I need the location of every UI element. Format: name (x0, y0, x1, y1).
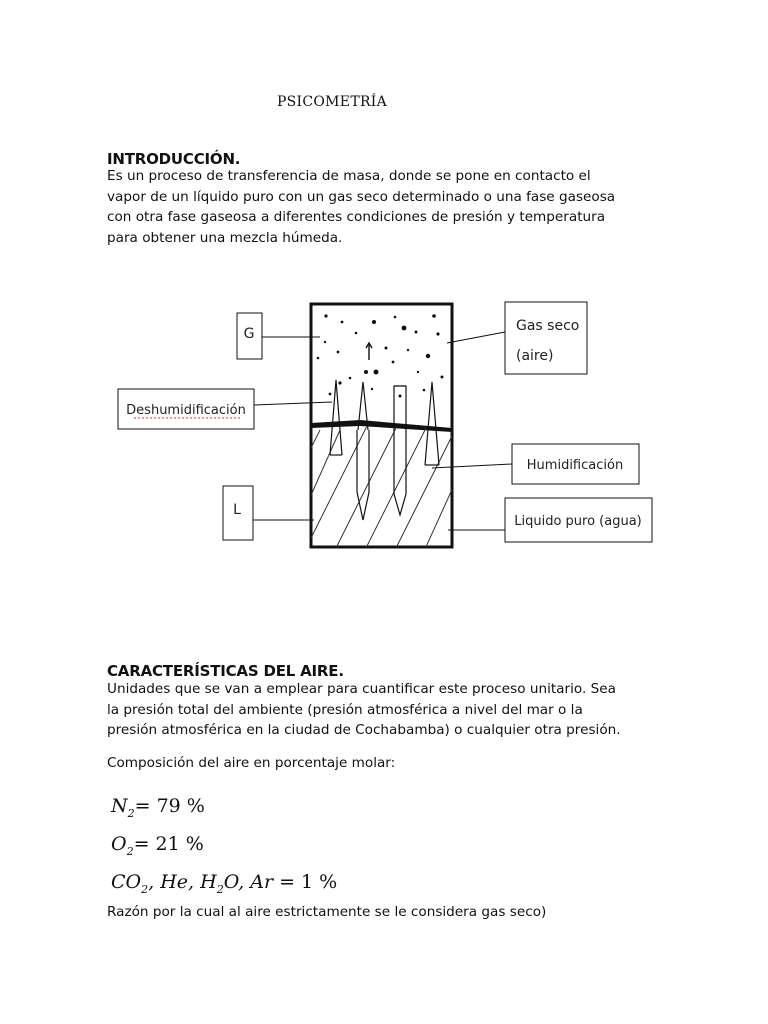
label-liquido: Liquido puro (agua) (514, 514, 642, 529)
razon-text (107, 902, 667, 923)
intro-line: vapor de un líquido puro con un gas seco determinado o una fase gaseosa (107, 188, 616, 205)
composicion-line: Composición del aire en porcentaje molar: (107, 755, 396, 771)
h2o-subscript: 2 (216, 882, 224, 896)
co2-symbol: CO (111, 870, 142, 893)
others-value: = 1 % (273, 870, 338, 893)
o2-subscript: 2 (126, 844, 134, 858)
formula-n2 (111, 791, 337, 829)
intro-line: con otra fase gaseosa a diferentes condiciones de presión y temperatura (107, 209, 606, 225)
caracteristicas-line: Unidades que se van a emplear para cuantificar este proceso unitario. Sea (107, 681, 616, 697)
liquid-hatching (300, 420, 470, 560)
h2o-h-symbol: H (200, 870, 217, 893)
page-title: PSICOMETRÍA (276, 94, 388, 110)
label-humidificacion: Humidificación (526, 458, 624, 473)
co2-subscript: 2 (141, 882, 149, 896)
intro-heading: INTRODUCCIÓN. (107, 150, 241, 168)
small-arrow (366, 343, 372, 360)
razon-line: Razón por la cual al aire estrictamente se le considera gas seco) (107, 904, 547, 920)
n2-value: = 79 % (134, 795, 205, 817)
o2-symbol: O (111, 832, 127, 855)
leader-lines (253, 332, 512, 530)
label-l: L (233, 502, 241, 518)
label-gas-seco: Gas seco (516, 318, 580, 334)
label-g: G (243, 326, 255, 342)
n2-symbol: N (111, 795, 128, 817)
he-symbol: , He, (148, 870, 201, 893)
label-aire: (aire) (516, 348, 554, 364)
formula-others (111, 867, 337, 905)
air-composition-formulas (111, 791, 337, 904)
caracteristicas-paragraph (107, 679, 667, 741)
caracteristicas-line: la presión total del ambiente (presión atmosférica a nivel del mar o la (107, 701, 583, 718)
intro-line: para obtener una mezcla húmeda. (107, 229, 343, 246)
label-deshumidificacion: Deshumidificación (126, 403, 246, 418)
h2o-ar-symbol: O, Ar (223, 870, 274, 893)
o2-value: = 21 % (133, 832, 204, 855)
caracteristicas-line: presión atmosférica en la ciudad de Cochabamba) o cualquier otra presión. (107, 722, 621, 738)
composicion-text (107, 753, 667, 774)
caracteristicas-heading: CARACTERÍSTICAS DEL AIRE. (107, 662, 344, 680)
intro-line: Es un proceso de transferencia de masa, donde se pone en contacto el (107, 168, 591, 184)
down-arrows (357, 386, 406, 520)
formula-o2 (111, 829, 337, 867)
n2-subscript: 2 (127, 806, 135, 820)
